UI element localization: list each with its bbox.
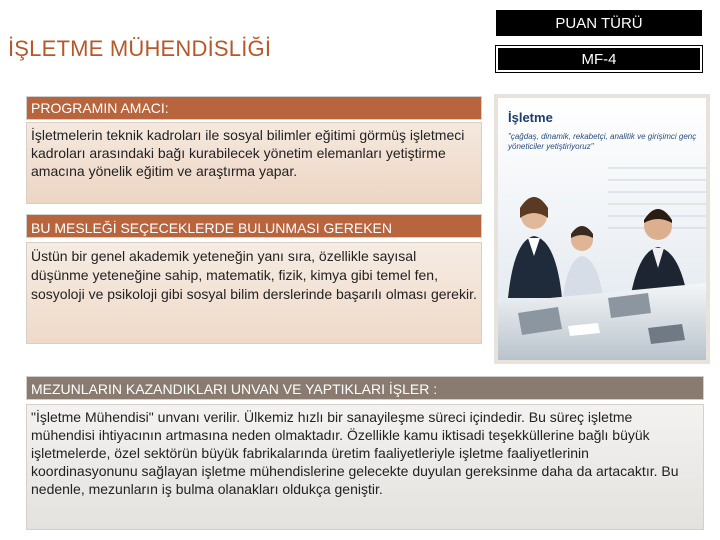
section-body-requirements: Üstün bir genel akademik yeteneğin yanı sıra, özellikle sayısal düşünme yeteneğine sahip, matematik, fizik, kimya gibi temel fen, sosyoloji ve psikoloji gibi sosyal bilim derslerinde başarılı olması gerekir. bbox=[26, 242, 482, 344]
page-title: İŞLETME MÜHENDİSLİĞİ bbox=[8, 36, 272, 61]
section-heading-purpose: PROGRAMIN AMACI: bbox=[26, 96, 482, 120]
score-type-label: PUAN TÜRÜ bbox=[496, 10, 702, 36]
business-meeting-photo bbox=[494, 94, 710, 364]
section-body-purpose: İşletmelerin teknik kadroları ile sosyal bilimler eğitimi görmüş işletmeci kadroları arasındaki bağı kurabilecek yönetim elemanları yetiştirme amacına yönelik eğitim ve araştırma yapar. bbox=[26, 122, 482, 204]
section-body-graduates: "İşletme Mühendisi" unvanı verilir. Ülkemiz hızlı bir sanayileşme süreci içindedir. Bu süreç işletme mühendisi ihtiyacının artmasına neden olmaktadır. Özellikle kamu iktisadi teşekküllerine bağlı büyük işletmelerde, özel sektörün büyük fabrikalarında üretim faaliyetleriyle işletme faaliyetlerinin koordinasyonunu sağlayan işletme mühendislerine gelecekte duyulan gereksinme daha da artacaktır. Bu nedenle, mezunların iş bulma olanakları oldukça geniştir. bbox=[26, 404, 704, 530]
photo-caption-title: İşletme bbox=[508, 110, 553, 125]
section-heading-graduates: MEZUNLARIN KAZANDIKLARI UNVAN VE YAPTIKLARI İŞLER : bbox=[26, 376, 704, 400]
section-heading-requirements: BU MESLEĞİ SEÇECEKLERDE BULUNMASI GEREKEN bbox=[26, 214, 482, 238]
score-type-value: MF-4 bbox=[496, 46, 702, 72]
photo-caption-text: "çağdaş, dinamik, rekabetçi, analitik ve girişimci genç yöneticiler yetiştiriyoruz" bbox=[508, 132, 697, 151]
